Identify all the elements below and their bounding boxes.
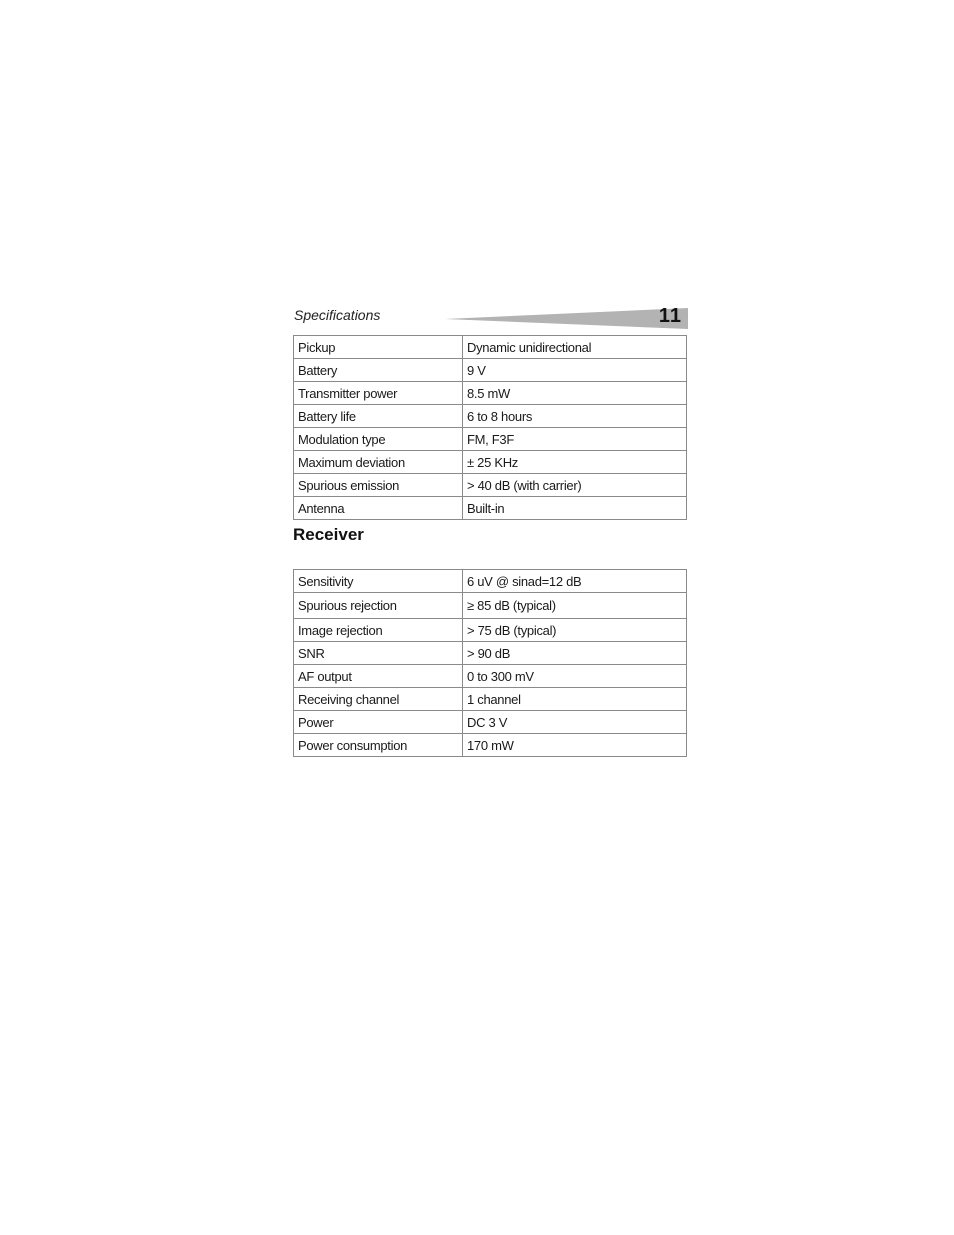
spec-label: Modulation type bbox=[294, 428, 463, 451]
table-row bbox=[294, 497, 687, 520]
table-row bbox=[294, 665, 687, 688]
spec-label: Antenna bbox=[294, 497, 463, 520]
spec-value: > 40 dB (with carrier) bbox=[463, 474, 687, 497]
table-row bbox=[294, 382, 687, 405]
spec-value: 170 mW bbox=[463, 734, 687, 757]
spec-label: Power bbox=[294, 711, 463, 734]
table-row bbox=[294, 359, 687, 382]
spec-label: Spurious emission bbox=[294, 474, 463, 497]
page-number: 11 bbox=[658, 305, 682, 327]
spec-value: 6 uV @ sinad=12 dB bbox=[463, 570, 687, 593]
table-row bbox=[294, 711, 687, 734]
spec-label: Receiving channel bbox=[294, 688, 463, 711]
spec-label: Battery life bbox=[294, 405, 463, 428]
spec-label: Battery bbox=[294, 359, 463, 382]
receiver-spec-table bbox=[293, 569, 687, 757]
spec-value: Dynamic unidirectional bbox=[463, 336, 687, 359]
spec-value: > 90 dB bbox=[463, 642, 687, 665]
spec-label: Sensitivity bbox=[294, 570, 463, 593]
table-row bbox=[294, 474, 687, 497]
header-wedge-bar bbox=[445, 308, 688, 329]
spec-value: 8.5 mW bbox=[463, 382, 687, 405]
table-row bbox=[294, 642, 687, 665]
receiver-heading: Receiver bbox=[293, 525, 364, 544]
table-row bbox=[294, 405, 687, 428]
table-row bbox=[294, 570, 687, 593]
header-title: Specifications bbox=[294, 307, 381, 323]
spec-value: ≥ 85 dB (typical) bbox=[463, 593, 687, 619]
table-row bbox=[294, 428, 687, 451]
table-row bbox=[294, 451, 687, 474]
spec-value: 6 to 8 hours bbox=[463, 405, 687, 428]
table-row bbox=[294, 619, 687, 642]
spec-value: 9 V bbox=[463, 359, 687, 382]
spec-value: 1 channel bbox=[463, 688, 687, 711]
page-header bbox=[293, 304, 688, 330]
table-row bbox=[294, 688, 687, 711]
spec-value: 0 to 300 mV bbox=[463, 665, 687, 688]
spec-value: DC 3 V bbox=[463, 711, 687, 734]
table-row bbox=[294, 593, 687, 619]
transmitter-spec-table bbox=[293, 335, 687, 520]
spec-label: Pickup bbox=[294, 336, 463, 359]
spec-label: Spurious rejection bbox=[294, 593, 463, 619]
spec-label: AF output bbox=[294, 665, 463, 688]
spec-label: SNR bbox=[294, 642, 463, 665]
spec-value: Built-in bbox=[463, 497, 687, 520]
spec-label: Maximum deviation bbox=[294, 451, 463, 474]
spec-value: FM, F3F bbox=[463, 428, 687, 451]
spec-value: ± 25 KHz bbox=[463, 451, 687, 474]
table-row bbox=[294, 734, 687, 757]
spec-value: > 75 dB (typical) bbox=[463, 619, 687, 642]
table-row bbox=[294, 336, 687, 359]
spec-label: Transmitter power bbox=[294, 382, 463, 405]
spec-label: Power consumption bbox=[294, 734, 463, 757]
spec-label: Image rejection bbox=[294, 619, 463, 642]
